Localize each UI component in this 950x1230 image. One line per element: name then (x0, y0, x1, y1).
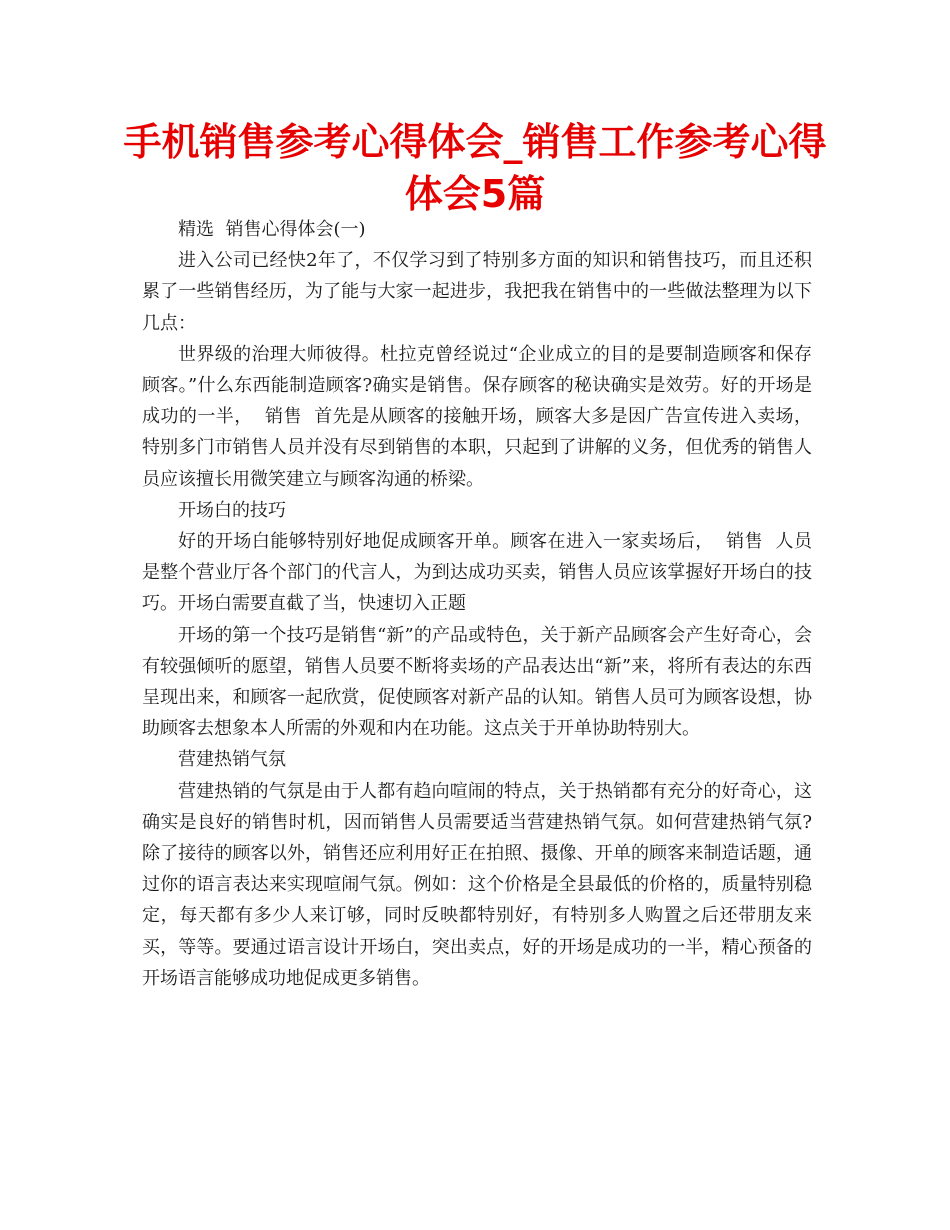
section-heading-opening: 开场白的技巧 (178, 499, 286, 521)
paragraph-new-product: 开场的第一个技巧是销售“新”的产品或特色，关于新产品顾客会产生好奇心，会有较强倾听的愿望，销售人员要不断将卖场的产品表达出“新”来，将所有表达的东西呈现出来，和顾客一起欣赏，促使顾客对新产品的认知。销售人员可为顾客设想，协助顾客去想象本人所需的外观和内在功能。这点关于开单协助特别大。 (142, 624, 812, 740)
section-heading-atmosphere: 营建热销气氛 (178, 749, 286, 771)
document-body (142, 214, 812, 994)
document-title: 手机销售参考心得体会_销售工作参考心得体会5篇 (123, 120, 827, 216)
paragraph-intro: 进入公司已经快2年了，不仅学习到了特别多方面的知识和销售技巧，而且还积累了一些销售经历，为了能与大家一起进步，我把我在销售中的一些做法整理为以下几点： (142, 250, 812, 334)
paragraph-atmosphere: 营建热销的气氛是由于人都有趋向喧闹的特点，关于热销都有充分的好奇心，这确实是良好的销售时机，因而销售人员需要适当营建热销气氛。如何营建热销气氛?除了接待的顾客以外，销售还应利用好正在拍照、摄像、开单的顾客来制造话题，通过你的语言表达来实现喧闹气氛。例如：这个价格是全县最低的价格的，质量特别稳定，每天都有多少人来订够，同时反映都特别好，有特别多人购置之后还带朋友来买，等等。要通过语言设计开场白，突出卖点，好的开场是成功的一半，精心预备的开场语言能够成功地促成更多销售。 (142, 780, 812, 989)
paragraph-drucker: 世界级的治理大师彼得。杜拉克曾经说过“企业成立的目的是要制造顾客和保存顾客。”什么东西能制造顾客?确实是销售。保存顾客的秘诀确实是效劳。好的开场是成功的一半， 销售 首先是从顾客的接触开场，顾客大多是因广告宣传进入卖场，特别多门市销售人员并没有尽到销售的本职，只起到了讲解的义务，但优秀的销售人员应该擅长用微笑建立与顾客沟通的桥梁。 (142, 343, 812, 490)
paragraph-opening: 好的开场白能够特别好地促成顾客开单。顾客在进入一家卖场后， 销售 人员是整个营业厅各个部门的代言人，为到达成功买卖，销售人员应该掌握好开场白的技巧。开场白需要直截了当，快速切入正题 (142, 531, 812, 615)
section-heading-1: 精选 销售心得体会(一) (178, 219, 366, 240)
